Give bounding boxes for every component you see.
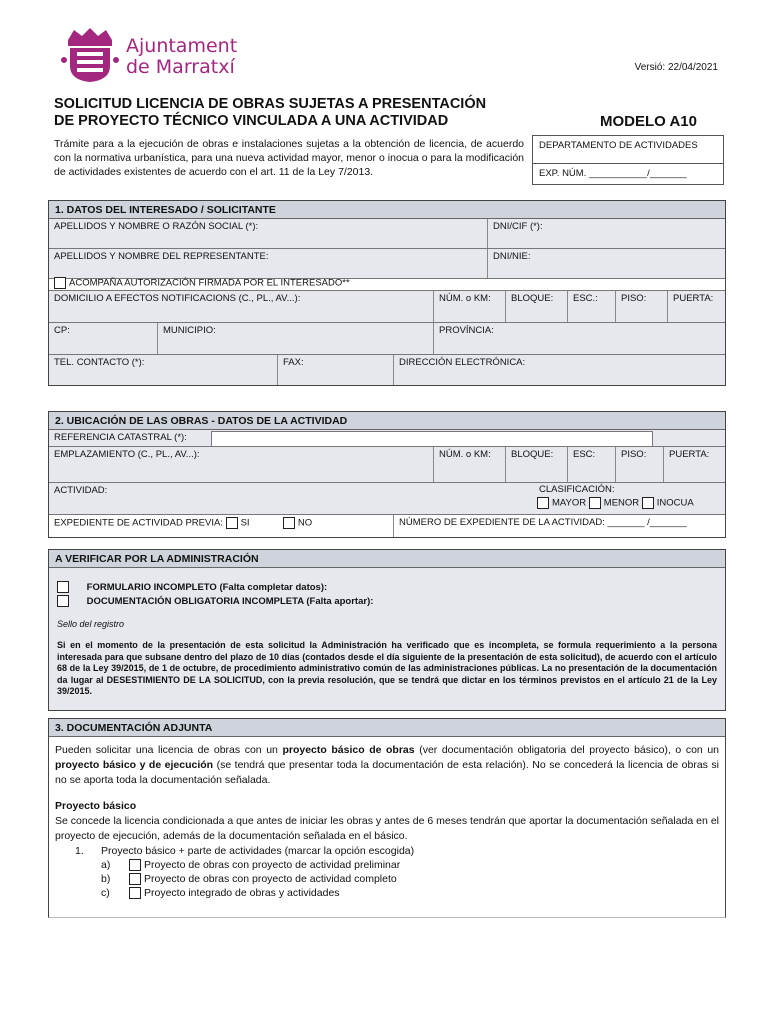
documentation-paragraph-2: Se concede la licencia condicionada a que antes de iniciar les obras y antes de 6 meses tendrán que aportar la documentación señalada en el proyecto de ejecución, además de la documentación señalada en el básico. — [55, 815, 719, 842]
option-a[interactable] — [101, 858, 719, 872]
incomplete-docs-label: DOCUMENTACIÓN OBLIGATORIA INCOMPLETA (Falta aportar): — [86, 595, 374, 607]
prior-file-no-checkbox[interactable] — [283, 517, 295, 529]
option-c-checkbox[interactable] — [129, 887, 141, 899]
option-a-letter: a) — [101, 859, 111, 871]
basic-project-subheading: Proyecto básico — [55, 800, 137, 812]
innocuous-checkbox[interactable] — [642, 497, 654, 509]
minor-label: MENOR — [603, 497, 640, 509]
classification-label: CLASIFICACIÓN: — [539, 484, 615, 495]
municipality-logo — [60, 26, 120, 84]
doc-p1-execution-project: proyecto básico y de ejecución — [55, 759, 214, 771]
authorization-label: ACOMPAÑA AUTORIZACIÓN FIRMADA POR EL INTERESADO** — [69, 277, 350, 289]
prior-file-no-label: NO — [297, 517, 313, 529]
doc-p1-part-c: (ver documentación obligatoria del proyecto básico), o con un — [414, 744, 719, 756]
site-stair-field[interactable]: ESC: — [567, 447, 615, 482]
postal-code-field[interactable]: CP: — [54, 325, 70, 336]
section-2-heading: 2. UBICACIÓN DE LAS OBRAS - DATOS DE LA ACTIVIDAD — [49, 412, 725, 430]
option-c-letter: c) — [101, 887, 110, 899]
row-contact — [49, 355, 725, 385]
municipality-field[interactable]: MUNICIPIO: — [157, 323, 433, 354]
title-line1: SOLICITUD LICENCIA DE OBRAS SUJETAS A PRESENTACIÓN — [54, 96, 487, 112]
incomplete-docs-checkbox[interactable] — [57, 595, 69, 607]
admin-notice-text: Si en el momento de la presentación de esta solicitud la Administración ha verificado que es incompleta, se formula requerimiento a la persona interesada para que subsane dentro del plazo de 10 días (contados desde el día siguiente de la presentación de esta solicitud), de acuerdo con el artículo 68 de la Ley 39/2015, de 1 de octubre, de procedimiento administrativo común de las administraciones públicas. La no presentación de la documentación da lugar al DESESTIMIENTO DE LA SOLICITUD, con la previa resolución, que se tendrá que dictar en los términos previstos en el artículo 21 de la Ley 39/2015. — [57, 640, 717, 696]
representative-dni-field[interactable]: DNI/NIE: — [487, 249, 725, 278]
list-number: 1. — [75, 845, 84, 857]
option-b-checkbox[interactable] — [129, 873, 141, 885]
doc-p1-basic-project: proyecto básico de obras — [282, 744, 415, 756]
representative-name-field[interactable]: APELLIDOS Y NOMBRE DEL REPRESENTANTE: — [54, 251, 269, 262]
intro-text: Trámite para a la ejecución de obras e instalaciones sujetas a la obtención de licencia, de acuerdo con la normativa urbanística, para una nueva actividad mayor, menor o inocua o para la modificación de actividades existentes de acuerdo con el art. 11 de la Ley 7/2013. — [54, 138, 524, 178]
incomplete-form-label: FORMULARIO INCOMPLETO (Falta completar datos): — [86, 581, 328, 593]
site-number-field[interactable]: NÚM. o KM: — [433, 447, 505, 482]
option-a-checkbox[interactable] — [129, 859, 141, 871]
exp-number-field[interactable]: EXP. NÚM. ___________/_______ — [533, 163, 723, 183]
site-address-field[interactable]: EMPLAZAMIENTO (C., PL., AV...): — [54, 449, 200, 460]
option-b-letter: b) — [101, 873, 111, 885]
address-field[interactable]: DOMICILIO A EFECTOS NOTIFICACIONS (C., PL., AV...): — [54, 293, 301, 304]
option-b-label: Proyecto de obras con proyecto de actividad completo — [144, 873, 397, 885]
section-3-heading: 3. DOCUMENTACIÓN ADJUNTA — [49, 719, 725, 737]
doc-p1-part-a: Pueden solicitar una licencia de obras con un — [55, 744, 283, 756]
prior-file-label: EXPEDIENTE DE ACTIVIDAD PREVIA: — [54, 517, 223, 529]
option-c[interactable] — [101, 886, 719, 900]
documentation-body — [49, 737, 725, 906]
form-title — [54, 96, 574, 130]
row-authorization — [49, 279, 725, 291]
documentation-paragraph-1 — [55, 743, 719, 788]
section-location — [48, 411, 726, 538]
prior-file-yes-checkbox[interactable] — [226, 517, 238, 529]
prior-file-question — [49, 515, 393, 537]
applicant-name-field[interactable]: APELLIDOS Y NOMBRE O RAZÓN SOCIAL (*): — [54, 221, 259, 232]
option-a-label: Proyecto de obras con proyecto de actividad preliminar — [144, 859, 401, 871]
phone-field[interactable]: TEL. CONTACTO (*): — [54, 357, 145, 368]
org-line2: de Marratxí — [126, 56, 235, 78]
section-documentation — [48, 718, 726, 918]
department-box — [532, 135, 724, 185]
activity-file-number-field[interactable]: NÚMERO DE EXPEDIENTE DE LA ACTIVIDAD: _______ /_______ — [393, 515, 725, 537]
option-list — [75, 844, 719, 900]
admin-item-incomplete-form — [57, 581, 327, 593]
department-label: DEPARTAMENTO DE ACTIVIDADES — [539, 140, 698, 151]
site-floor-field[interactable]: PISO: — [615, 447, 663, 482]
address-door-field[interactable]: PUERTA: — [667, 291, 725, 322]
address-floor-field[interactable]: PISO: — [615, 291, 667, 322]
row-prior-file — [49, 515, 725, 537]
admin-item-incomplete-docs — [57, 595, 373, 607]
row-city — [49, 323, 725, 355]
major-checkbox[interactable] — [537, 497, 549, 509]
org-line1: Ajuntament — [126, 35, 238, 57]
section-admin-verification — [48, 549, 726, 711]
incomplete-form-checkbox[interactable] — [57, 581, 69, 593]
activity-field[interactable]: ACTIVIDAD: — [54, 485, 108, 496]
row-representative — [49, 249, 725, 279]
province-field[interactable]: PROVÍNCIA: — [433, 323, 725, 354]
org-name — [126, 36, 237, 78]
section-applicant — [48, 200, 726, 386]
admin-heading: A VERIFICAR POR LA ADMINISTRACIÓN — [49, 550, 725, 568]
minor-checkbox[interactable] — [589, 497, 601, 509]
classification-options — [537, 497, 694, 509]
row-activity — [49, 483, 725, 515]
address-stair-field[interactable]: ESC.: — [567, 291, 615, 322]
title-line2: DE PROYECTO TÉCNICO VINCULADA A UNA ACTIVIDAD — [54, 113, 449, 129]
fax-field[interactable]: FAX: — [277, 355, 393, 385]
site-block-field[interactable]: BLOQUE: — [505, 447, 567, 482]
option-list-item-1 — [75, 844, 719, 858]
section-1-heading: 1. DATOS DEL INTERESADO / SOLICITANTE — [49, 201, 725, 219]
version-label: Versió: 22/04/2021 — [634, 62, 718, 73]
email-field[interactable]: DIRECCIÓN ELECTRÓNICA: — [393, 355, 725, 385]
authorization-checkbox[interactable] — [54, 277, 66, 289]
model-code: MODELO A10 — [600, 113, 697, 130]
applicant-dni-field[interactable]: DNI/CIF (*): — [487, 219, 725, 248]
cadastral-reference-input[interactable] — [211, 431, 653, 447]
row-address — [49, 291, 725, 323]
option-b[interactable] — [101, 872, 719, 886]
row-name — [49, 219, 725, 249]
major-label: MAYOR — [552, 497, 587, 509]
site-door-field[interactable]: PUERTA: — [663, 447, 725, 482]
option-c-label: Proyecto integrado de obras y actividades — [144, 887, 340, 899]
row-site — [49, 447, 725, 483]
doc-p1-part-e: (se tendrá que presentar toda la documentación de esta relación). No se concederá la licencia de obras si no se aporta toda la documentación señalada. — [55, 759, 719, 786]
cadastral-label: REFERENCIA CATASTRAL (*): — [54, 432, 187, 443]
row-cadastral — [49, 430, 725, 447]
list-item-text: Proyecto básico + parte de actividades (marcar la opción escogida) — [101, 845, 415, 857]
prior-file-yes-label: SI — [240, 517, 250, 529]
registry-stamp-label: Sello del registro — [57, 619, 125, 629]
address-block-field[interactable]: BLOQUE: — [505, 291, 567, 322]
address-number-field[interactable]: NÚM. o KM: — [433, 291, 505, 322]
authorization-option[interactable] — [49, 277, 725, 290]
innocuous-label: INOCUA — [656, 497, 694, 509]
